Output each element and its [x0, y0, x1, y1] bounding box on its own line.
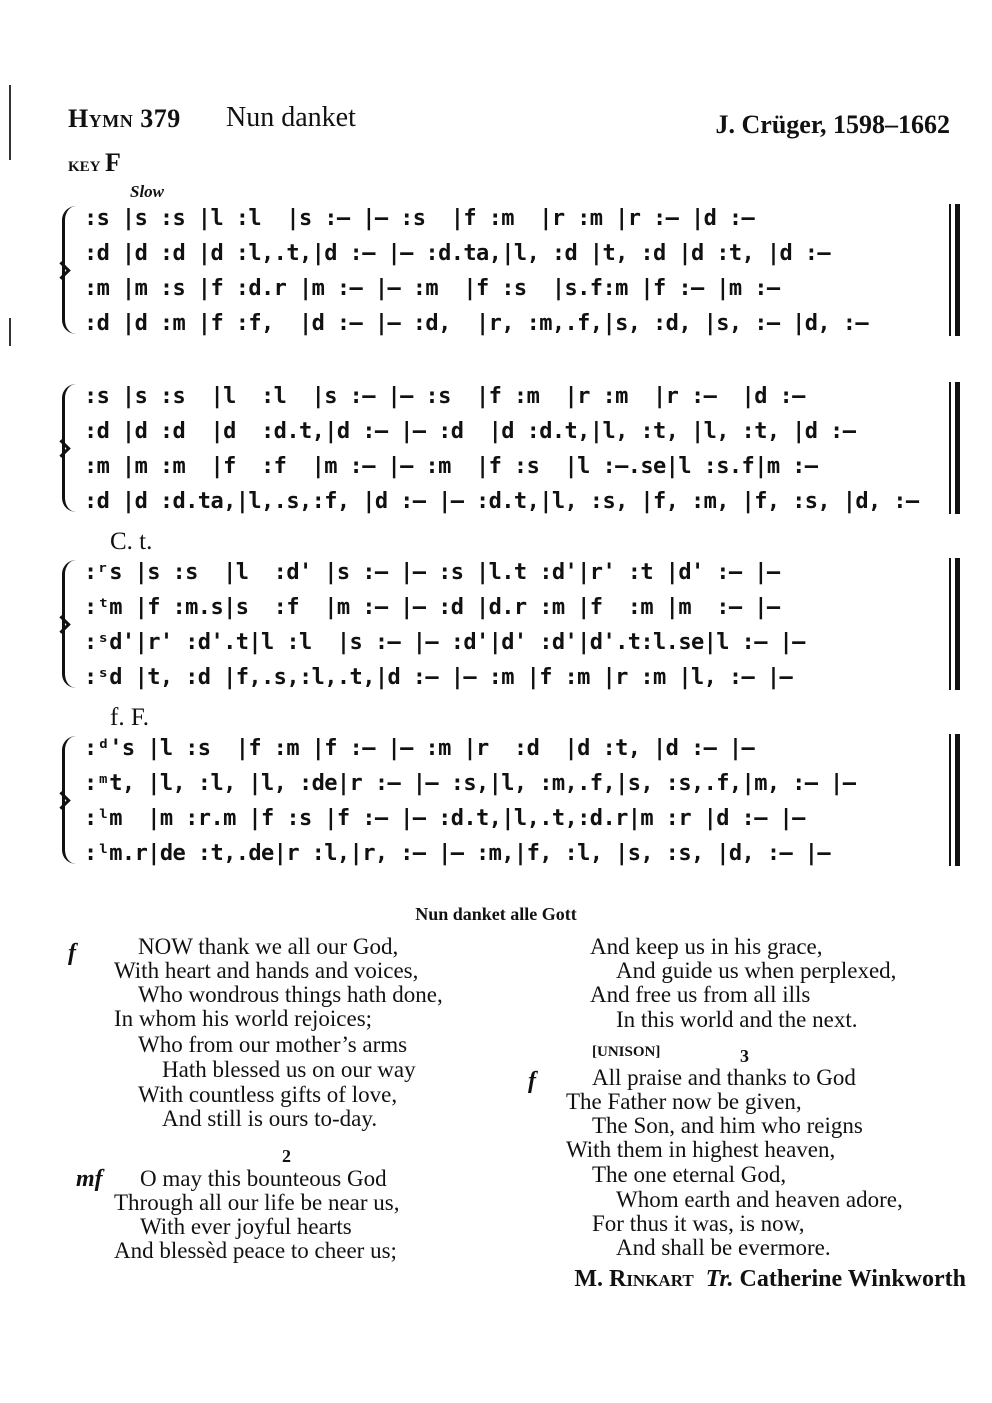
verse-number: 2: [282, 1146, 291, 1166]
translator: Catherine Winkworth: [739, 1266, 966, 1292]
verse-line: The one eternal God,: [592, 1162, 787, 1187]
dynamic-marking: f: [528, 1068, 536, 1094]
alto-line: :ᵗm |f :m.s|s :f |m :— |— :d |d.r :m |f :m |m :— |—: [84, 595, 780, 620]
system-brace: [62, 384, 81, 512]
tenor-line: :m |m :m |f :f |m :— |— :m |f :s |l :—.se|l :s.f|m :—: [84, 454, 818, 479]
verse-line: And blessèd peace to cheer us;: [114, 1238, 397, 1263]
translator-prefix: Tr.: [705, 1266, 734, 1292]
music-system: [58, 202, 968, 340]
verse-line: And guide us when perplexed,: [616, 958, 897, 983]
final-barline: [949, 382, 960, 514]
bass-line: :d |d :m |f :f, |d :— |— :d, |r, :m,.f,|s, :d, |s, :— |d, :—: [84, 311, 868, 336]
hymn-word: Hymn: [68, 104, 134, 133]
verse-line: Through all our life be near us,: [114, 1190, 400, 1215]
bass-line: :ˢd |t, :d |f,.s,:l,.t,|d :— |— :m |f :m |r :m |l, :— |—: [84, 665, 793, 690]
tempo-marking: Slow: [130, 182, 165, 201]
verse-line: Who from our mother’s arms: [138, 1032, 408, 1057]
composer: J. Crüger, 1598–1662: [715, 110, 950, 139]
soprano-line: :s |s :s |l :l |s :— |— :s |f :m |r :m |r :— |d :—: [84, 206, 755, 231]
modulation-mark: f. F.: [110, 704, 149, 731]
alto-line: :ᵐt, |l, :l, |l, :de|r :— |— :s,|l, :m,.f,|s, :s,.f,|m, :— |—: [84, 771, 856, 796]
soprano-line: :s |s :s |l :l |s :— |— :s |f :m |r :m |r :— |d :—: [84, 384, 805, 409]
final-barline: [949, 734, 960, 866]
verse-line: And free us from all ills: [590, 982, 811, 1007]
hymn-number: 379: [140, 104, 181, 133]
tenor-line: :m |m :s |f :d.r |m :— |— :m |f :s |s.f:m |f :— |m :—: [84, 276, 780, 301]
tenor-line: :ˡm |m :r.m |f :s |f :— |— :d.t,|l,.t,:d.r|m :r |d :— |—: [84, 806, 805, 831]
system-brace: [62, 206, 81, 334]
credits: [574, 1266, 966, 1293]
verse-number: 3: [740, 1046, 749, 1066]
tenor-line: :ˢd'|r' :d'.t|l :l |s :— |— :d'|d' :d'|d'.t:l.se|l :— |—: [84, 630, 805, 655]
key-signature: [68, 148, 121, 178]
verse-line: And still is ours to-day.: [162, 1106, 378, 1131]
verse-line: O may this bounteous God: [140, 1166, 387, 1191]
verse-line: NOW thank we all our God,: [138, 934, 399, 959]
verse-line: Hath blessed us on our way: [162, 1057, 416, 1082]
music-system: [58, 732, 968, 870]
soprano-line: :ʳs |s :s |l :d' |s :— |— :s |l.t :d'|r' :t |d' :— |—: [84, 560, 780, 585]
dynamic-marking: f: [68, 940, 76, 966]
margin-rule: [9, 85, 11, 160]
soprano-line: :ᵈ's |l :s |f :m |f :— |— :m |r :d |d :t, |d :— |—: [84, 736, 755, 761]
verse-line: With heart and hands and voices,: [114, 958, 419, 983]
verse-line: With ever joyful hearts: [140, 1214, 352, 1239]
bass-line: :d |d :d.ta,|l,.s,:f, |d :— |— :d.t,|l, :s, |f, :m, |f, :s, |d, :—: [84, 489, 919, 514]
final-barline: [949, 558, 960, 690]
system-brace: [62, 736, 81, 864]
tune-name: Nun danket: [226, 102, 356, 133]
verse-line: And shall be evermore.: [616, 1235, 831, 1260]
verse-line: The Father now be given,: [566, 1089, 802, 1114]
verse-line: In whom his world rejoices;: [114, 1006, 373, 1031]
verse-line: In this world and the next.: [616, 1007, 858, 1032]
verse-line: With them in highest heaven,: [566, 1137, 836, 1162]
unison-direction: [UNISON]: [592, 1044, 661, 1060]
verse-line: And keep us in his grace,: [590, 934, 823, 959]
verse-line: Who wondrous things hath done,: [138, 982, 443, 1007]
modulation-mark: C. t.: [110, 528, 153, 555]
key-letter: F: [105, 148, 121, 177]
verse-line: With countless gifts of love,: [138, 1082, 398, 1107]
verse-line: All praise and thanks to God: [592, 1065, 856, 1090]
alto-line: :d |d :d |d :l,.t,|d :— |— :d.ta,|l, :d |t, :d |d :t, |d :—: [84, 241, 831, 266]
music-system: [58, 380, 968, 518]
dynamic-marking: mf: [76, 1166, 103, 1192]
verse-line: For thus it was, is now,: [592, 1211, 805, 1236]
bass-line: :ˡm.r|de :t,.de|r :l,|r, :— |— :m,|f, :l, |s, :s, |d, :— |—: [84, 841, 831, 866]
hymn-heading: [68, 104, 181, 134]
margin-rule: [9, 318, 11, 346]
verse-line: The Son, and him who reigns: [592, 1113, 863, 1138]
author: M. Rinkart: [574, 1266, 694, 1292]
system-brace: [62, 560, 81, 688]
verse-line: Whom earth and heaven adore,: [616, 1187, 903, 1212]
music-system: [58, 556, 968, 694]
text-title: Nun danket alle Gott: [415, 904, 577, 924]
final-barline: [949, 204, 960, 336]
alto-line: :d |d :d |d :d.t,|d :— |— :d |d :d.t,|l, :t, |l, :t, |d :—: [84, 419, 856, 444]
key-word: key: [68, 151, 101, 176]
